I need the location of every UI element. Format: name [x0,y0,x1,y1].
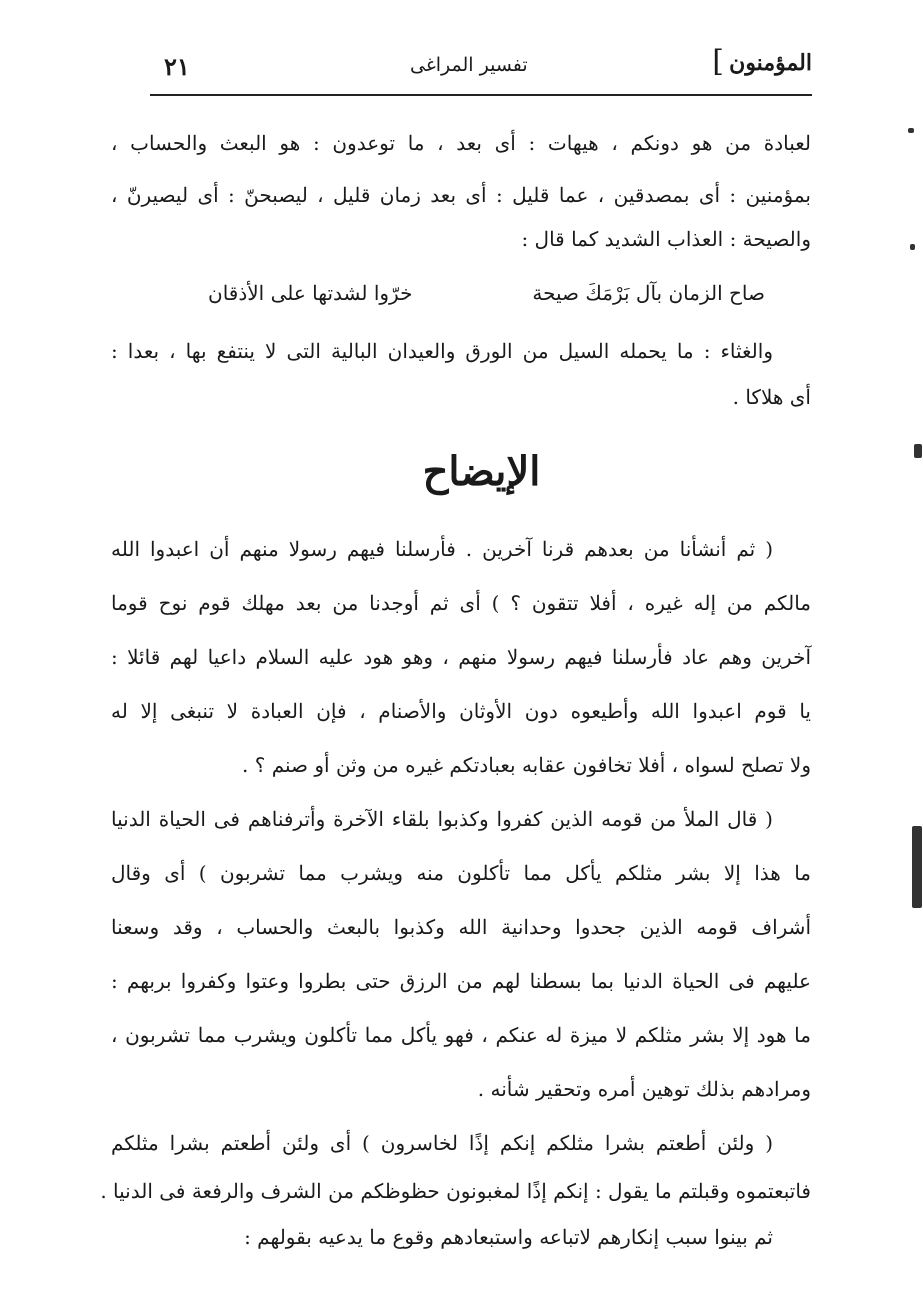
paragraph-line: يا قوم اعبدوا الله وأطيعوه دون الأوثان والأصنام ، فإن العبادة لا تنبغى إلا له [111,699,811,723]
header-bracket: ] [712,44,724,79]
paragraph-line: مالكم من إله غيره ، أفلا تتقون ؟ ) أى ثم أوجدنا من بعد مهلك قوم نوح قوما [111,591,811,615]
scan-speck [910,244,915,250]
paragraph-line: ومرادهم بذلك توهين أمره وتحقير شأنه . [477,1077,811,1101]
scan-speck [914,444,922,458]
paragraph-line: ( قال الملأ من قومه الذين كفروا وكذبوا بلقاء الآخرة وأترفناهم فى الحياة الدنيا [111,807,773,831]
book-title: تفسير المراغى [410,54,528,76]
page-number: ٢١ [164,52,190,81]
glossary-line: والغثاء : ما يحمله السيل من الورق والعيدان البالية التى لا ينتفع بها ، بعدا : [111,339,773,363]
paragraph-line: فاتبعتموه وقبلتم ما يقول : إنكم إذًا لمغبونون حظوظكم من الشرف والرفعة فى الدنيا . [100,1179,811,1203]
glossary-line: أى هلاكا . [732,385,811,409]
paragraph-line: ما هذا إلا بشر مثلكم يأكل مما تأكلون منه ويشرب مما تشربون ) أى وقال [111,861,811,885]
paragraph-line: ( ثم أنشأنا من بعدهم قرنا آخرين . فأرسلنا فيهم رسولا منهم أن اعبدوا الله [111,537,773,561]
section-heading: الإيضاح [422,448,541,495]
paragraph-line: ولا تصلح لسواه ، أفلا تخافون عقابه بعبادتكم غيره من وثن أو صنم ؟ . [242,753,811,777]
verse-left-hemistich: خرّوا لشدتها على الأذقان [208,281,413,305]
verse-right-hemistich: صاح الزمان بآل بَرْمَكَ صيحة [532,281,765,305]
paragraph-line: ( ولئن أطعتم بشرا مثلكم إنكم إذًا لخاسرون ) أى ولئن أطعتم بشرا مثلكم [111,1131,773,1155]
glossary-line: لعبادة من هو دونكم ، هيهات : أى بعد ، ما توعدون : هو البعث والحساب ، [111,131,811,155]
glossary-line: بمؤمنين : أى بمصدقين ، عما قليل : أى بعد زمان قليل ، ليصبحنّ : أى ليصيرنّ ، [111,183,811,207]
paragraph-line: أشراف قومه الذين جحدوا وحدانية الله وكذبوا بالبعث والحساب ، وقد وسعنا [111,915,811,939]
page-header [150,40,812,96]
glossary-line: والصيحة : العذاب الشديد كما قال : [521,227,811,251]
surah-name: المؤمنون [729,50,812,76]
paragraph-line: ما هود إلا بشر مثلكم لا ميزة له عنكم ، فهو يأكل مما تأكلون ويشرب مما تشربون ، [111,1023,811,1047]
paragraph-line: ثم بينوا سبب إنكارهم لاتباعه واستبعادهم وقوع ما يدعيه بقولهم : [244,1225,773,1249]
scan-speck [912,826,922,908]
paragraph-line: عليهم فى الحياة الدنيا بما بسطنا لهم من الرزق حتى بطروا وعتوا وكفروا بربهم : [111,969,811,993]
scan-speck [908,128,914,133]
paragraph-line: آخرين وهم عاد فأرسلنا فيهم رسولا منهم ، وهو هود عليه السلام داعيا لهم قائلا : [111,645,811,669]
